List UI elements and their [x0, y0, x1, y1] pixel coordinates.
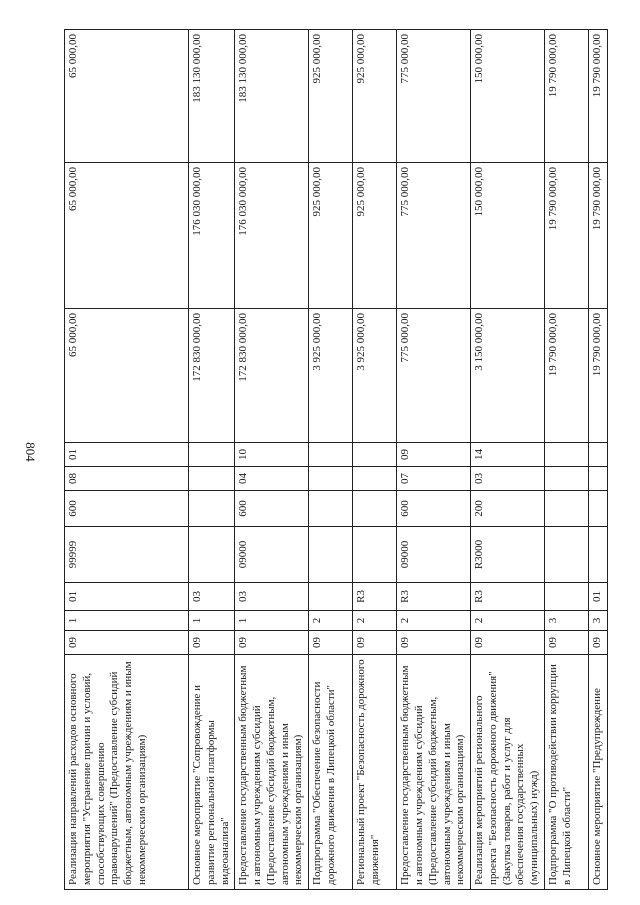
code-subprogram: 2 — [353, 611, 397, 631]
amount-1: 172 830 000,00 — [235, 309, 309, 443]
code-direction: 99999 — [65, 527, 189, 583]
code-program: 09 — [309, 631, 353, 655]
amount-2: 176 030 000,00 — [189, 163, 235, 309]
code-subprogram: 3 — [544, 611, 588, 631]
row-name: Подпрограмма "Обеспечение безопасности дорожного движения в Липецкой области" — [309, 655, 353, 890]
code-section — [544, 467, 588, 491]
code-expense-type — [588, 491, 607, 527]
amount-1: 3 925 000,00 — [309, 309, 353, 443]
code-program: 09 — [189, 631, 235, 655]
code-subsection: 10 — [235, 443, 309, 467]
code-program: 09 — [471, 631, 545, 655]
amount-2: 925 000,00 — [309, 163, 353, 309]
table-row — [397, 30, 471, 890]
code-program: 09 — [65, 631, 189, 655]
code-program: 09 — [588, 631, 607, 655]
code-direction — [353, 527, 397, 583]
code-direction — [544, 527, 588, 583]
table-row — [189, 30, 235, 890]
code-direction: 09000 — [235, 527, 309, 583]
table-row — [353, 30, 397, 890]
table-row — [65, 30, 189, 890]
amount-3: 19 790 000,00 — [544, 30, 588, 163]
amount-2: 19 790 000,00 — [544, 163, 588, 309]
code-program: 09 — [235, 631, 309, 655]
amount-2: 19 790 000,00 — [588, 163, 607, 309]
code-activity: 03 — [235, 583, 309, 611]
code-subprogram: 3 — [588, 611, 607, 631]
budget-table-area — [64, 30, 603, 890]
code-program: 09 — [397, 631, 471, 655]
code-activity: R3 — [397, 583, 471, 611]
code-section: 08 — [65, 467, 189, 491]
code-section: 07 — [397, 467, 471, 491]
code-subprogram: 1 — [65, 611, 189, 631]
code-activity — [309, 583, 353, 611]
row-name: Основное мероприятие "Предупреждение — [588, 655, 607, 890]
amount-3: 65 000,00 — [65, 30, 189, 163]
code-direction — [309, 527, 353, 583]
table-row — [544, 30, 588, 890]
code-expense-type: 600 — [397, 491, 471, 527]
amount-3: 925 000,00 — [353, 30, 397, 163]
code-activity: R3 — [353, 583, 397, 611]
code-program: 09 — [353, 631, 397, 655]
code-expense-type — [544, 491, 588, 527]
amount-3: 19 790 000,00 — [588, 30, 607, 163]
code-subprogram: 1 — [235, 611, 309, 631]
code-expense-type: 600 — [235, 491, 309, 527]
code-expense-type: 600 — [65, 491, 189, 527]
row-name: Предоставление государственным бюджетным и автономным учреждениям субсидий (Предоставление субсидий бюджетным, автономным учреждениям и иным некоммерческим организациям) — [397, 655, 471, 890]
code-expense-type: 200 — [471, 491, 545, 527]
code-program: 09 — [544, 631, 588, 655]
amount-1: 19 790 000,00 — [544, 309, 588, 443]
code-direction: 09000 — [397, 527, 471, 583]
table-row — [309, 30, 353, 890]
code-activity — [544, 583, 588, 611]
code-section: 04 — [235, 467, 309, 491]
amount-3: 775 000,00 — [397, 30, 471, 163]
amount-1: 3 925 000,00 — [353, 309, 397, 443]
code-expense-type — [353, 491, 397, 527]
amount-1: 19 790 000,00 — [588, 309, 607, 443]
table-row — [471, 30, 545, 890]
amount-2: 176 030 000,00 — [235, 163, 309, 309]
table-row — [235, 30, 309, 890]
code-activity: 03 — [189, 583, 235, 611]
amount-2: 775 000,00 — [397, 163, 471, 309]
code-activity: 01 — [65, 583, 189, 611]
code-section: 03 — [471, 467, 545, 491]
code-section — [353, 467, 397, 491]
row-name: Реализация мероприятий регионального проекта "Безопасность дорожного движения" (Закупка товаров, работ и услуг для обеспечения государственных (муниципальных) нужд) — [471, 655, 545, 890]
code-subsection — [353, 443, 397, 467]
row-name: Реализация направлений расходов основного мероприятия "Устранение причин и условий, способствующих совершению правонарушений" (Предоставление субсидий бюджетным, автономным учреждениям и иным некоммерческим организациям) — [65, 655, 189, 890]
code-subprogram: 2 — [471, 611, 545, 631]
amount-1: 3 150 000,00 — [471, 309, 545, 443]
code-section — [189, 467, 235, 491]
row-name: Основное мероприятие "Сопровождение и развитие региональной платформы видеоанализа" — [189, 655, 235, 890]
page-number: 804 — [23, 442, 38, 462]
amount-1: 65 000,00 — [65, 309, 189, 443]
amount-3: 150 000,00 — [471, 30, 545, 163]
code-section — [309, 467, 353, 491]
code-expense-type — [189, 491, 235, 527]
code-subsection: 09 — [397, 443, 471, 467]
code-subsection — [309, 443, 353, 467]
code-subsection — [544, 443, 588, 467]
rotated-table-container — [64, 30, 603, 890]
code-activity: R3 — [471, 583, 545, 611]
amount-2: 925 000,00 — [353, 163, 397, 309]
budget-table — [64, 29, 608, 890]
code-direction — [588, 527, 607, 583]
code-direction: R3000 — [471, 527, 545, 583]
code-direction — [189, 527, 235, 583]
code-subsection: 14 — [471, 443, 545, 467]
amount-2: 65 000,00 — [65, 163, 189, 309]
row-name: Предоставление государственным бюджетным и автономным учреждениям субсидий (Предоставление субсидий бюджетным, автономным учреждениям и иным некоммерческим организациям) — [235, 655, 309, 890]
amount-2: 150 000,00 — [471, 163, 545, 309]
amount-1: 172 830 000,00 — [189, 309, 235, 443]
code-subsection: 01 — [65, 443, 189, 467]
code-section — [588, 467, 607, 491]
row-name: Подпрограмма "О противодействии коррупции в Липецкой области" — [544, 655, 588, 890]
code-subprogram: 2 — [397, 611, 471, 631]
code-subsection — [189, 443, 235, 467]
row-name: Региональный проект "Безопасность дорожного движения" — [353, 655, 397, 890]
code-subsection — [588, 443, 607, 467]
code-expense-type — [309, 491, 353, 527]
amount-3: 183 130 000,00 — [189, 30, 235, 163]
table-row — [588, 30, 607, 890]
amount-1: 775 000,00 — [397, 309, 471, 443]
amount-3: 183 130 000,00 — [235, 30, 309, 163]
code-activity: 01 — [588, 583, 607, 611]
code-subprogram: 1 — [189, 611, 235, 631]
amount-3: 925 000,00 — [309, 30, 353, 163]
code-subprogram: 2 — [309, 611, 353, 631]
